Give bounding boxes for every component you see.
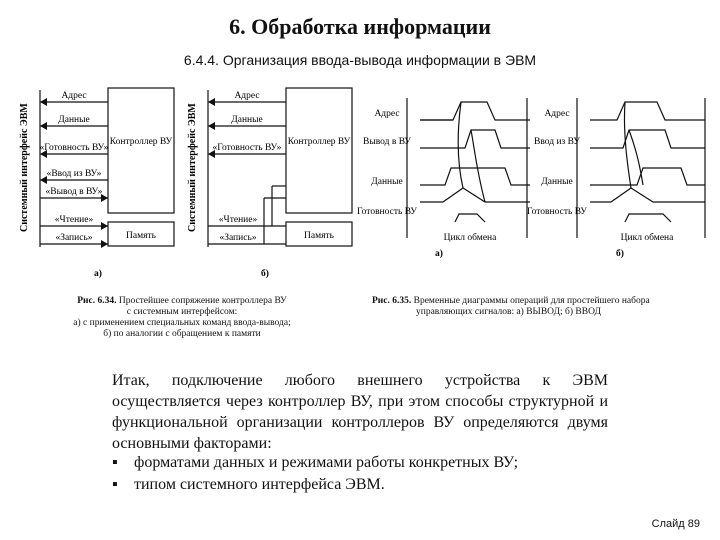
- panel-label-a: а): [94, 269, 102, 279]
- signal-label: «Чтение»: [54, 215, 94, 225]
- signal-label: «Запись»: [55, 233, 93, 243]
- signal-label: Данные: [58, 115, 90, 125]
- caption-number: Рис. 6.35.: [372, 296, 412, 306]
- controller-label: Контроллер ВУ: [109, 137, 173, 147]
- signal-label: «Готовность ВУ»: [212, 143, 282, 153]
- signal-label: «Готовность ВУ»: [39, 143, 109, 153]
- memory-label: Память: [126, 231, 156, 241]
- timing-label: Адрес: [544, 109, 570, 119]
- timing-label: Данные: [371, 177, 403, 187]
- slide-subtitle: 6.4.4. Организация ввода-вывода информации в ЭВМ: [183, 52, 537, 68]
- caption-line: Простейшее сопряжение контроллера ВУ: [118, 296, 287, 306]
- signal-label: «Ввод из ВУ»: [46, 169, 102, 179]
- timing-label: Данные: [541, 177, 573, 187]
- timing-label: Готовность ВУ: [527, 207, 587, 217]
- bullet-text: типом системного интерфейса ЭВМ.: [134, 476, 385, 493]
- interface-diagram: [10, 82, 355, 282]
- cycle-label: Цикл обмена: [443, 233, 497, 243]
- caption-6-35: [372, 296, 672, 318]
- figure-6-35: [357, 92, 715, 292]
- cycle-label: Цикл обмена: [620, 233, 674, 243]
- panel-label-a: а): [435, 249, 443, 259]
- caption-line: б) по аналогии с обращением к памяти: [103, 329, 261, 339]
- timing-label: Вывод в ВУ: [363, 137, 411, 147]
- bullet-marker: ▪: [112, 476, 118, 493]
- caption-line: с системным интерфейсом:: [126, 307, 238, 317]
- figure-6-34: [10, 82, 355, 282]
- signal-label: Адрес: [234, 91, 260, 101]
- timing-label: Готовность ВУ: [357, 207, 417, 217]
- caption-line: управляющих сигналов: а) ВЫВОД; б) ВВОД: [416, 307, 601, 317]
- body-paragraph: Итак, подключение любого внешнего устройства к ЭВМ осуществляется через контроллер ВУ, при этом способы структурной и функциональной организации контроллеров ВУ определяются двумя основными факторами:: [112, 372, 608, 452]
- timing-label: Адрес: [374, 109, 400, 119]
- caption-line: Временные диаграммы операций для простейшего набора: [413, 296, 650, 306]
- signal-label: Адрес: [61, 91, 87, 101]
- panel-label-b: б): [261, 269, 269, 279]
- bullet-marker: ▪: [112, 454, 118, 471]
- signal-label: «Чтение»: [218, 215, 258, 225]
- bullet-item: [112, 476, 612, 494]
- signal-label: «Запись»: [219, 233, 257, 243]
- controller-label: Контроллер ВУ: [287, 137, 351, 147]
- signal-label: «Вывод в ВУ»: [45, 187, 103, 197]
- slide-title: 6. Обработка информации: [229, 14, 491, 39]
- bullet-item: [112, 454, 612, 472]
- panel-label-b: б): [616, 249, 624, 259]
- slide-number: Слайд 89: [651, 518, 700, 530]
- caption-line: а) с применением специальных команд ввода-вывода;: [73, 318, 291, 328]
- timing-label: Ввод из ВУ: [534, 137, 580, 147]
- caption-number: Рис. 6.34.: [77, 296, 117, 306]
- signal-label: Данные: [231, 115, 263, 125]
- timing-diagram: [357, 92, 715, 292]
- bullet-text: форматами данных и режимами работы конкретных ВУ;: [134, 454, 519, 471]
- caption-6-34: [62, 296, 302, 340]
- bus-label-b: Системный интерфейс ЭВМ: [187, 103, 198, 232]
- memory-label: Память: [304, 231, 334, 241]
- bus-label-a: Системный интерфейс ЭВМ: [19, 103, 30, 232]
